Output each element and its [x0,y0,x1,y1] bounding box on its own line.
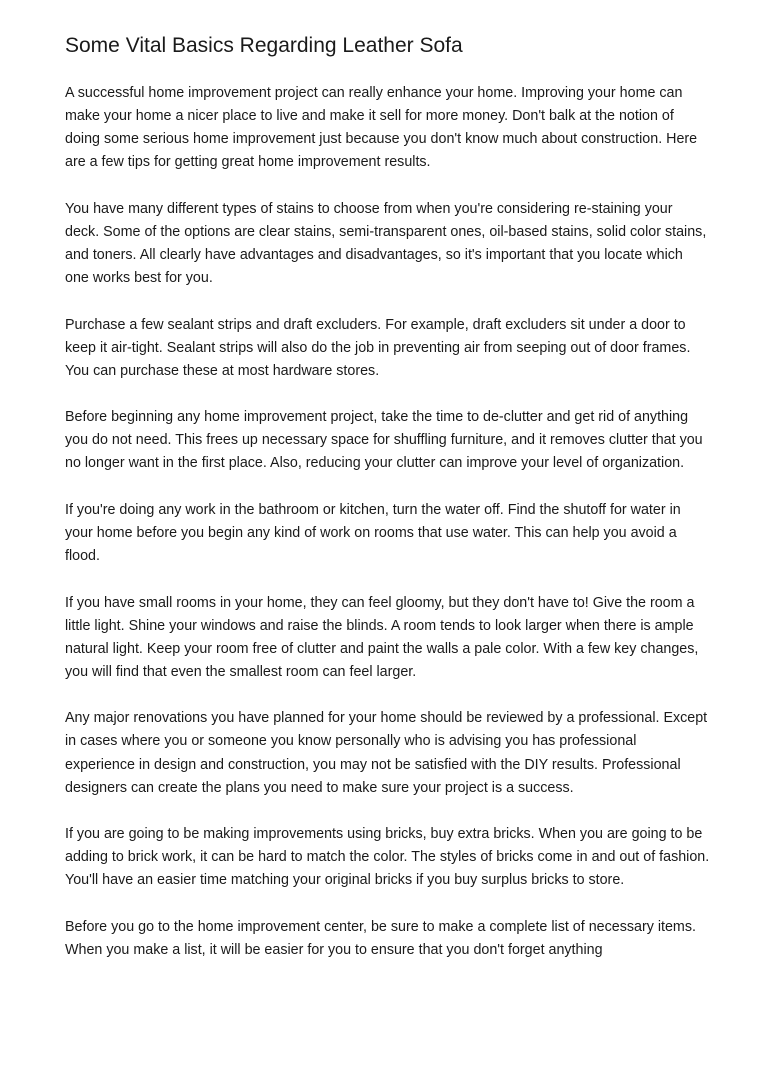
paragraph: You have many different types of stains to choose from when you're considering re-staining your deck. Some of the options are clear stains, semi-transparent ones, oil-based stains, solid color stains, and toners. All clearly have advantages and disadvantages, so it's important that you locate which one works best for you. [65,200,707,287]
paragraph: Purchase a few sealant strips and draft excluders. For example, draft excluders sit under a door to keep it air-tight. Sealant strips will also do the job in preventing air from seeping out of door frames. You can purchase these at most hardware stores. [65,316,691,379]
paragraph: If you're doing any work in the bathroom or kitchen, turn the water off. Find the shutoff for water in your home before you begin any kind of work on rooms that use water. This can help you avoid a flood. [65,501,681,565]
page-title: Some Vital Basics Regarding Leather Sofa [65,34,463,57]
paragraph: Before you go to the home improvement center, be sure to make a complete list of necessary items. When you make a list, it will be easier for you to ensure that you don't forget anything [65,918,696,958]
paragraph: A successful home improvement project can really enhance your home. Improving your home can make your home a nicer place to live and make it sell for more money. Don't balk at the notion of doing some serious home improvement just because you don't know much about construction. Here are a few tips for getting great home improvement results. [65,85,698,171]
paragraph: If you have small rooms in your home, they can feel gloomy, but they don't have to! Give the room a little light. Shine your windows and raise the blinds. A room tends to look larger when there is ample natural light. Keep your room free of clutter and paint the walls a pale color. With a few key changes, you will find that even the smallest room can feel larger. [65,594,699,680]
document-page [65,30,710,962]
paragraph: If you are going to be making improvements using bricks, buy extra bricks. When you are going to be adding to brick work, it can be hard to match the color. The styles of bricks come in and out of fashion. You'll have an easier time matching your original bricks if you buy surplus bricks to store. [65,826,710,889]
paragraph: Any major renovations you have planned for your home should be reviewed by a professional. Except in cases where you or someone you know personally who is advising you has professional experience in design and construction, you may not be satisfied with the DIY results. Professional designers can create the plans you need to make sure your project is a success. [65,710,708,796]
paragraph: Before beginning any home improvement project, take the time to de-clutter and get rid of anything you do not need. This frees up necessary space for shuffling furniture, and it removes clutter that you no longer want in the first place. Also, reducing your clutter can improve your level of organization. [65,409,703,472]
